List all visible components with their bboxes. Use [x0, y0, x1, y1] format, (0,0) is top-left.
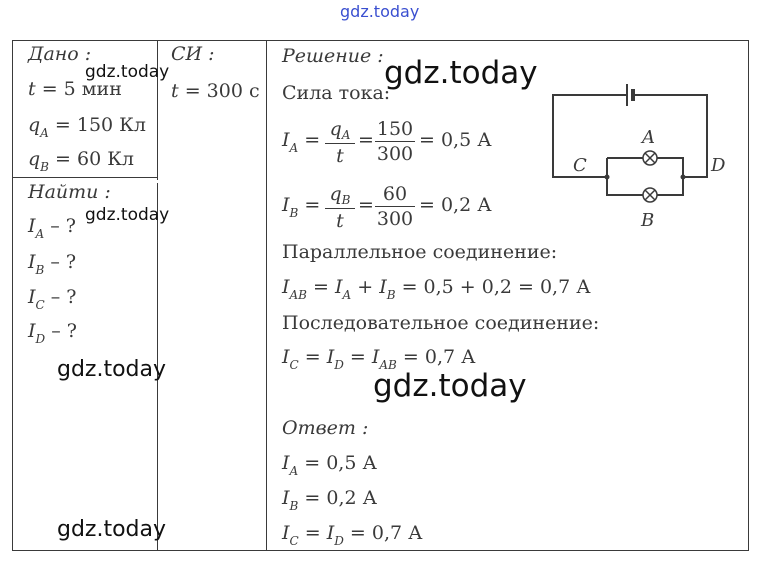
find-item: $I_D$ – ?: [28, 320, 77, 346]
fraction-60-over-300: 60 300: [376, 183, 414, 230]
charge-a-value: = 150 Кл: [54, 114, 146, 136]
label-b: B: [641, 210, 655, 230]
given-charge-b: [28, 148, 134, 174]
label-c: C: [573, 155, 587, 176]
charge-symbol: q: [28, 114, 41, 136]
watermark: gdz.today: [85, 62, 170, 82]
si-time: [171, 80, 260, 102]
junction-dot: [681, 175, 686, 180]
equals-sign: =: [358, 129, 374, 151]
si-heading: СИ :: [171, 43, 215, 65]
watermark: gdz.today: [57, 517, 167, 542]
circuit-diagram: [545, 80, 745, 230]
find-item: $I_A$ – ?: [28, 215, 76, 241]
current-label: Сила тока:: [282, 82, 391, 104]
equation-ia-lhs: $I_A$ =: [282, 129, 321, 155]
answer-icd: $I_C = I_D = 0,7$ А: [282, 522, 423, 548]
charge-symbol: q: [28, 148, 41, 170]
time-symbol: t: [171, 80, 179, 102]
equation-ib-lhs: $I_B$ =: [282, 194, 321, 220]
find-item: $I_C$ – ?: [28, 286, 77, 312]
answer-heading: Ответ :: [282, 417, 369, 439]
watermark: gdz.today: [85, 205, 170, 225]
watermark-top: gdz.today: [340, 2, 420, 21]
answer-ib: $I_B = 0,2$ А: [282, 487, 377, 513]
answer-ia: $I_A = 0,5$ А: [282, 452, 377, 478]
si-time-value: = 300 с: [184, 80, 260, 102]
find-heading: Найти :: [28, 181, 111, 203]
result-ib: = 0,2 А: [419, 194, 492, 216]
solution-heading: Решение :: [282, 45, 384, 67]
watermark: gdz.today: [57, 357, 167, 382]
parallel-label: Параллельное соединение:: [282, 241, 558, 263]
junction-dot: [605, 175, 610, 180]
equals-sign: =: [358, 194, 374, 216]
series-equation: $I_C = I_D = I_{AB} = 0,7$ А: [282, 346, 476, 372]
watermark: gdz.today: [384, 55, 538, 91]
charge-subscript: A: [40, 126, 49, 140]
given-heading: Дано :: [28, 43, 92, 65]
fraction-qa-over-t: $q_A$ t: [325, 118, 355, 167]
label-a: A: [642, 127, 655, 148]
watermark: gdz.today: [373, 368, 527, 404]
fraction-150-over-300: 150 300: [376, 118, 414, 165]
lamp-a-icon: [643, 151, 657, 165]
lamp-b-icon: [643, 188, 657, 202]
series-label: Последовательное соединение:: [282, 312, 600, 334]
label-d: D: [711, 155, 726, 176]
find-item: $I_B$ – ?: [28, 251, 77, 277]
time-symbol: t: [28, 78, 36, 100]
parallel-equation: $I_{AB} = I_A + I_B = 0,5 + 0,2 = 0,7$ А: [282, 276, 591, 302]
fraction-qb-over-t: $q_B$ t: [325, 183, 355, 232]
charge-subscript: B: [40, 160, 49, 174]
charge-b-value: = 60 Кл: [55, 148, 134, 170]
given-charge-a: [28, 114, 146, 140]
time-value: = 5 мин: [41, 78, 122, 100]
result-ia: = 0,5 А: [419, 129, 492, 151]
